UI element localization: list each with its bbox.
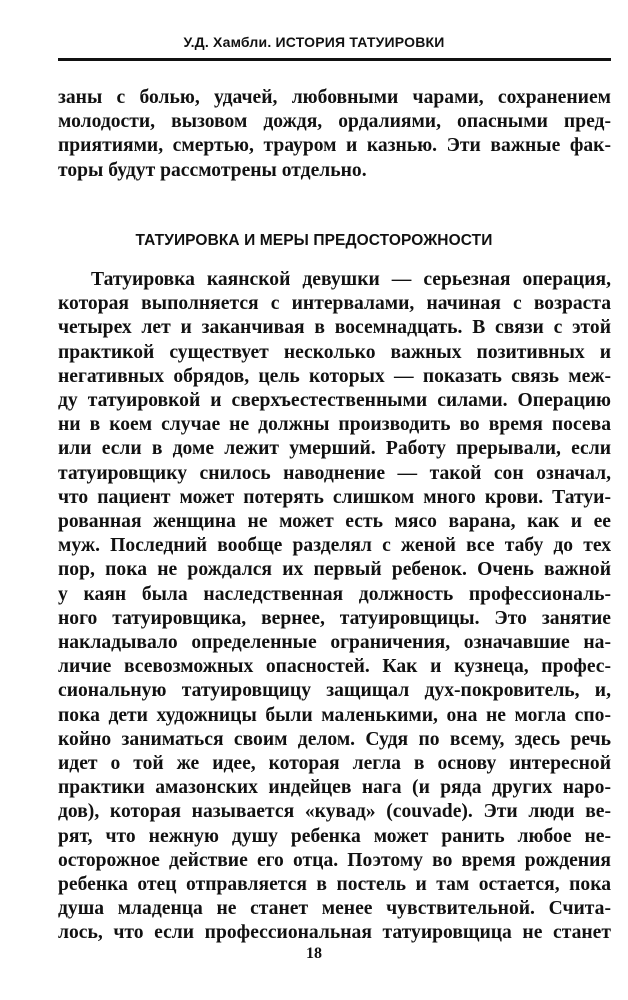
text-line: ного татуировщика, вернее, татуировщицы. Это занятие (58, 607, 611, 629)
section-heading: ТАТУИРОВКА И МЕРЫ ПРЕДОСТОРОЖНОСТИ (135, 232, 493, 249)
text-line: душа младенца не станет менее чувствительной. Счита- (58, 898, 611, 920)
intro-paragraph (58, 86, 611, 183)
header-rule (58, 58, 611, 61)
text-line: ду татуировкой и сверхъестественными силами. Операцию (58, 390, 611, 412)
text-line: Татуировка каянской девушки — серьезная операция, (91, 269, 611, 290)
text-line: практики амазонских индейцев нага (и ряда других наро- (58, 777, 611, 799)
text-line: пор, пока не рождался их первый ребенок. Очень важной (58, 559, 611, 581)
text-line: муж. Последний вообще разделял с женой все табу до тех (58, 535, 611, 557)
text-line: торы будут рассмотрены отдельно. (58, 159, 367, 181)
text-line: ребенка отец отправляется в постель и там остается, пока (58, 874, 611, 896)
text-line: негативных обрядов, цель которых — показать связь меж- (58, 365, 611, 387)
text-line: или если в доме лежит умерший. Работу прерывали, если (58, 438, 611, 460)
main-paragraph (58, 268, 611, 946)
text-line: дов), которая называется «кувад» (couvade). Эти люди ве- (58, 801, 611, 823)
text-line: приятиями, смертью, трауром и казнью. Эти важные фак- (58, 135, 611, 157)
text-line: практикой существует несколько важных позитивных и (58, 341, 611, 363)
page-number: 18 (306, 945, 322, 962)
text-line: личие всевозможных опасностей. Как и кузнеца, профес- (58, 656, 611, 678)
text-line: осторожное действие его отца. Поэтому во время рождения (58, 849, 611, 871)
text-line: которая выполняется с интервалами, начиная с возраста (58, 293, 611, 315)
text-line: четырех лет и заканчивая в восемнадцать. В связи с этой (58, 317, 611, 339)
text-line: ни в коем случае не должны производить во время посева (58, 414, 611, 436)
text-line: идет о той же идее, которая легла в основу интересной (58, 753, 611, 775)
text-line: сиональную татуировщицу защищал дух-покровитель, и, (58, 680, 611, 702)
text-line: рят, что нежную душу ребенка может ранить любое не- (58, 825, 611, 847)
text-line: рованная женщина не может есть мясо варана, как и ее (58, 511, 611, 533)
text-line: заны с болью, удачей, любовными чарами, сохранением (58, 87, 611, 108)
text-line: молодости, вызовом дождя, ордалиями, опасными пред- (58, 111, 611, 133)
text-line: лось, что если профессиональная татуировщица не станет (58, 922, 611, 944)
text-line: татуировщику снилось наводнение — такой сон означал, (58, 462, 611, 484)
text-line: что пациент может потерять слишком много крови. Татуи- (58, 486, 611, 508)
text-line: пока дети художницы были маленькими, она не могла спо- (58, 704, 611, 726)
running-header: У.Д. Хамбли. ИСТОРИЯ ТАТУИРОВКИ (183, 34, 445, 50)
text-line: койно заниматься своим делом. Судя по всему, здесь речь (58, 728, 611, 750)
text-line: у каян была наследственная должность профессиональ- (58, 583, 611, 605)
text-line: накладывало определенные ограничения, означавшие на- (58, 632, 611, 654)
